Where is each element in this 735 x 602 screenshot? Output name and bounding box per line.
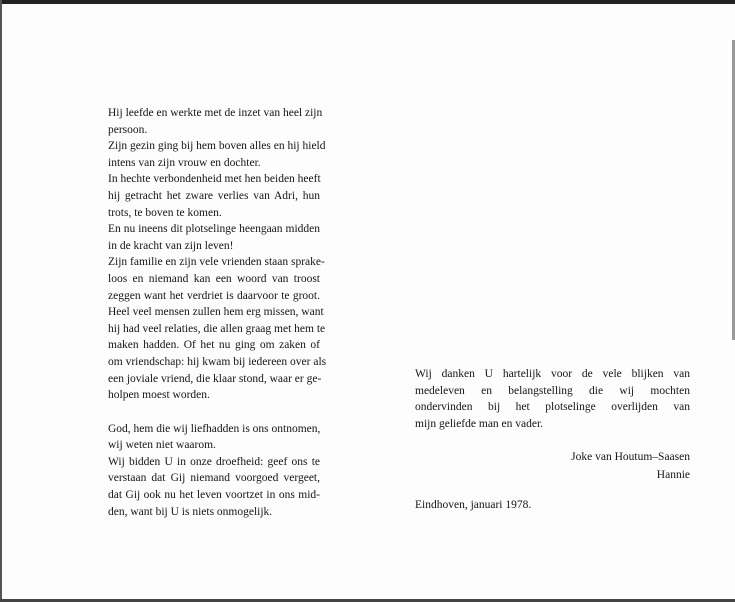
card-top-edge <box>0 0 735 4</box>
text-line: een joviale vriend, die klaar stond, waar er ge- <box>108 372 322 385</box>
text-line: intens van zijn vrouw en dochter. <box>108 156 261 169</box>
text-line: hij getracht het zware verlies van Adri, hun <box>108 189 320 202</box>
thanks-text <box>415 366 690 432</box>
prayer-paragraph <box>108 421 320 521</box>
place-date: Eindhoven, januari 1978. <box>415 499 532 511</box>
text-line: Wij bidden U in onze droefheid: geef ons te <box>108 455 320 468</box>
text-line: ondervinden bij het plotselinge overlijden van <box>415 401 690 414</box>
text-line: den, want bij U is niets onmogelijk. <box>108 505 273 518</box>
text-line: trots, te boven te komen. <box>108 206 222 219</box>
text-line: In hechte verbondenheid met hen beiden heeft <box>108 173 321 186</box>
text-line: dat Gij ook nu het leven voortzet in ons mid- <box>108 489 320 502</box>
signature-block <box>415 448 690 484</box>
text-line: in de kracht van zijn leven! <box>108 239 234 252</box>
signature-name: Joke van Houtum–Saasen <box>571 451 690 463</box>
text-line: holpen moest worden. <box>108 389 210 402</box>
text-line: En nu ineens dit plotselinge heengaan midden <box>108 223 320 236</box>
text-line: mijn geliefde man en vader. <box>415 417 544 430</box>
text-line: maken hadden. Of het nu ging om zaken of <box>108 339 320 352</box>
text-line: persoon. <box>108 123 148 136</box>
text-line: Zijn familie en zijn vele vrienden staan sprake- <box>108 256 325 269</box>
thanks-paragraph <box>415 366 690 432</box>
text-line: medeleven en belangstelling die wij mochten <box>415 384 690 397</box>
text-line: Hij leefde en werkte met de inzet van heel zijn <box>108 107 323 119</box>
text-line: verstaan dat Gij niemand voorgoed vergeet, <box>108 472 320 485</box>
text-line: Heel veel mensen zullen hem erg missen, want <box>108 306 324 319</box>
text-line: wij weten niet waarom. <box>108 439 216 452</box>
paragraph-gap <box>108 404 320 421</box>
text-line: loos en niemand kan een woord van troost <box>108 272 320 285</box>
text-line: Wij danken U hartelijk voor de vele blijken van <box>415 368 690 380</box>
signature-name: Hannie <box>656 469 690 481</box>
card-left-edge <box>0 0 2 602</box>
text-line: om vriendschap: hij kwam bij iedereen over als <box>108 355 327 368</box>
text-line: Zijn gezin ging bij hem boven alles en hij hield <box>108 140 326 153</box>
left-column-text <box>108 105 327 520</box>
text-line: hij had veel relaties, die allen graag met hem te <box>108 322 326 335</box>
text-line: zeggen want het verdriet is daarvoor te groot. <box>108 289 320 302</box>
tribute-paragraph <box>108 105 327 404</box>
text-line: God, hem die wij liefhadden is ons ontnomen, <box>108 422 321 435</box>
